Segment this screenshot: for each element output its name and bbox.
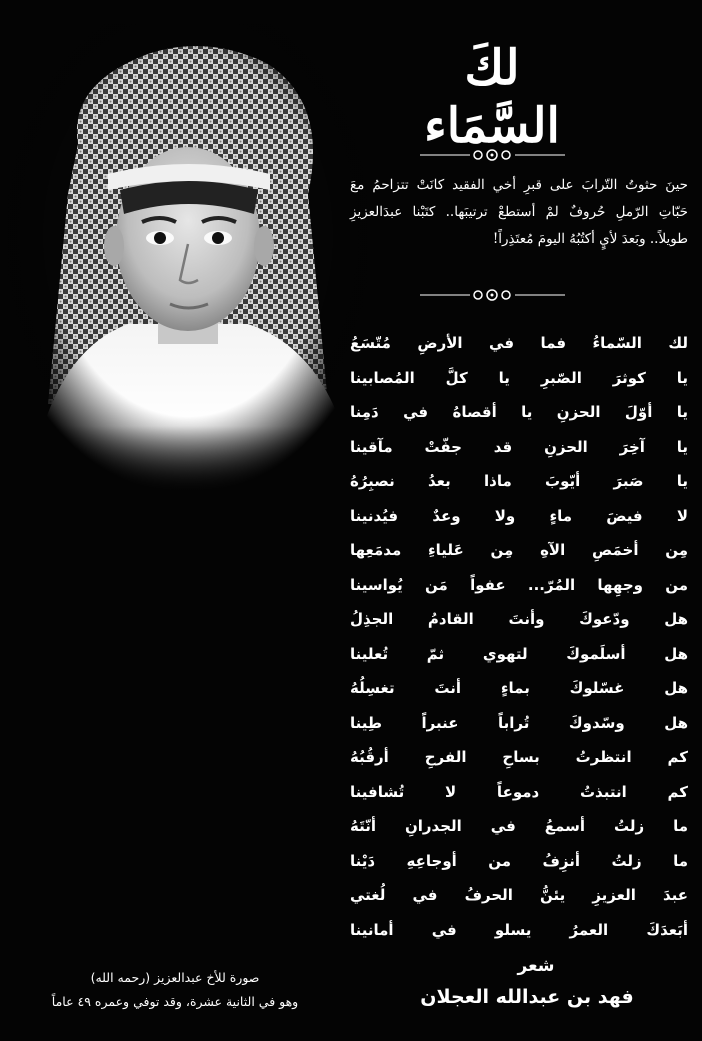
poem-line: يا صَبرَ أيّوبَ ماذا بعدُ نصبِرُهُ <box>350 472 688 490</box>
decorative-swirl-icon <box>420 148 565 162</box>
author-name: فهد بن عبدالله العجلان <box>420 986 634 1008</box>
poem-line: يا كوثرَ الصّبرِ يا كلَّ المُصابينا <box>350 368 688 387</box>
poem-line: أبَعدَكَ العمرُ يسلو في أمانينا <box>350 920 688 939</box>
caption-line: صورة للأخ عبدالعزيز (رحمه الله) <box>90 970 260 985</box>
credit-label: شعر <box>517 956 555 976</box>
poem-line: هل غسّلوكَ بماءٍ أنتَ تغسِلُهُ <box>350 679 688 697</box>
ornament-divider-top <box>420 148 565 162</box>
poem-line: هل وسّدوكَ تُراباً عنبراً طِينا <box>350 713 688 732</box>
poem-line: هل أسلَموكَ لتهوي ثمّ تُعلينا <box>350 644 688 663</box>
poem-line: ما زلتُ أنزِفُ من أوجاعِهِ دَيْنا <box>350 851 688 870</box>
poem-line: يا آخِرَ الحزنِ قد جفّتْ مآقينا <box>350 437 688 456</box>
caption-line: وهو في الثانية عشرة، وقد توفي وعمره ٤٩ عاماً <box>51 994 299 1009</box>
poem-line: لك السّماءُ فما في الأرضِ مُتّسَعُ <box>350 334 688 352</box>
poem-line: هل ودّعوكَ وأنتَ القادمُ الجذِلُ <box>350 610 688 628</box>
poem-line: يا أوّلَ الحزنِ يا أقصاهُ في دَمِنا <box>350 403 688 421</box>
poem-line: مِن أخمَصِ الآهِ مِن عَلياءِ مدمَعِها <box>350 541 688 559</box>
poem-body <box>350 326 688 947</box>
page-title: لكَ السَّمَاء <box>424 40 560 154</box>
poem-line: لا فيضَ ماءٍ ولا وعدٌ فيُدنينا <box>350 506 688 525</box>
poem-line: كم انتظرتُ بساحِ الفرحِ أرقُبُهُ <box>350 748 688 766</box>
intro-paragraph: حينَ حثوتُ التّرابَ على قبرِ أخي الفقيد كانَتْ تتزاحمُ معَ حَبّاتِ الرّملِ حُروفٌ لمْ أستطعْ ترتيبَها.. كتَبْنا عبدَالعزيزِ طويلاً.. وبَعدَ لأيٍ أكتُبُهُ اليومَ مُعتَذِراً! <box>350 177 688 247</box>
decorative-swirl-icon <box>420 288 565 302</box>
poem-line: من وجهِها المُرّ... عفواً مَن يُواسينا <box>350 575 688 594</box>
photo-caption <box>10 966 340 1014</box>
ornament-divider-bottom <box>420 288 565 302</box>
poem-line: ما زلتُ أسمعُ في الجدرانِ أنّتَهُ <box>350 817 688 835</box>
poem-line: كم انتبذتُ دموعاً لا تُشافينا <box>350 782 688 801</box>
poem-line: عبدَ العزيزِ يئنُّ الحرفُ في لُغتي <box>350 886 688 904</box>
portrait-photo <box>8 24 368 494</box>
